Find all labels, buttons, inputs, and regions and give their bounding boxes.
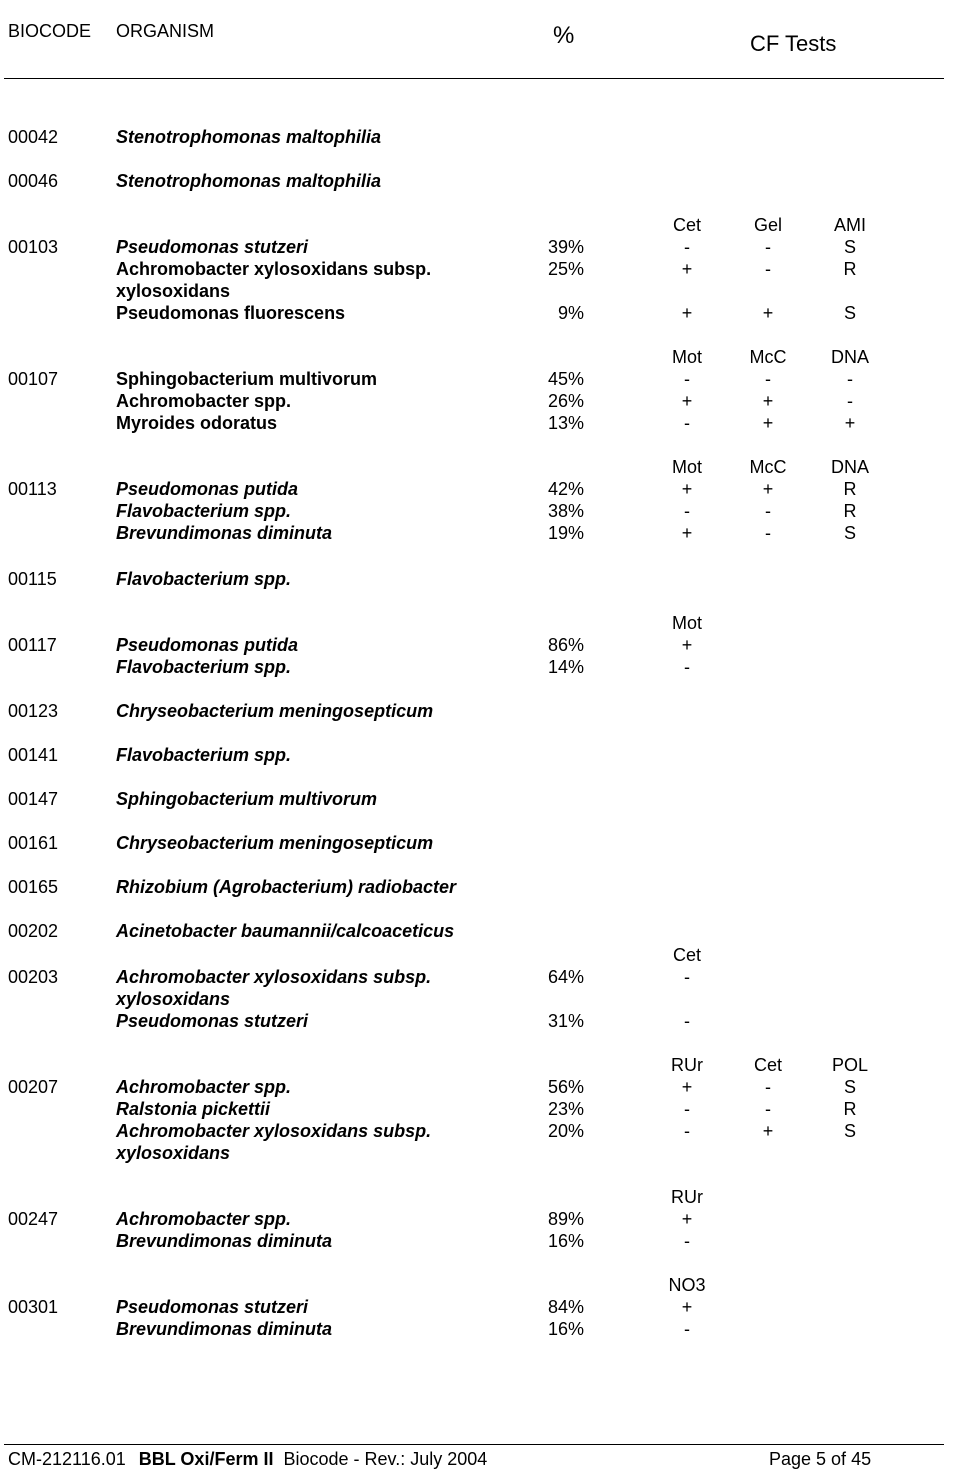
test-result: R: [843, 259, 857, 279]
organism-name: Achromobacter spp.: [116, 1077, 292, 1097]
test-header: NO3: [668, 1275, 706, 1295]
organism-name: Sphingobacterium multivorum: [116, 789, 378, 809]
organism-name: Pseudomonas stutzeri: [116, 1297, 309, 1317]
test-result: -: [765, 1099, 771, 1119]
percent-value: 38%: [547, 501, 584, 521]
percent-column-header: %: [553, 22, 575, 49]
test-header: RUr: [671, 1055, 703, 1075]
organism-name: Flavobacterium spp.: [116, 501, 292, 521]
header-rule: [4, 78, 944, 79]
test-result: -: [684, 1121, 690, 1141]
organism-name: Rhizobium (Agrobacterium) radiobacter: [116, 877, 457, 897]
test-result: +: [762, 1121, 774, 1141]
test-result: S: [843, 1077, 856, 1097]
organism-name: Achromobacter xylosoxidans subsp.: [116, 1121, 432, 1141]
test-result: -: [765, 523, 771, 543]
biocode-value: 00107: [8, 369, 59, 389]
organism-name: Chryseobacterium meningosepticum: [116, 833, 434, 853]
test-header: Gel: [753, 215, 782, 235]
test-result: +: [762, 303, 774, 323]
organism-name: Myroides odoratus: [116, 413, 278, 433]
percent-value: 23%: [547, 1099, 584, 1119]
biocode-value: 00301: [8, 1297, 59, 1317]
test-result: -: [765, 1077, 771, 1097]
test-result: S: [843, 1121, 856, 1141]
percent-value: 14%: [547, 657, 584, 677]
test-result: +: [762, 479, 774, 499]
footer-page-number: Page 5 of 45: [769, 1449, 872, 1469]
organism-name: Brevundimonas diminuta: [116, 523, 333, 543]
test-header: Mot: [671, 613, 702, 633]
percent-value: 84%: [547, 1297, 584, 1317]
organism-name: Flavobacterium spp.: [116, 569, 292, 589]
percent-value: 42%: [547, 479, 584, 499]
percent-value: 56%: [547, 1077, 584, 1097]
footer-doc-info: [8, 1448, 487, 1470]
test-header: McC: [749, 457, 787, 477]
test-result: -: [684, 1099, 690, 1119]
test-result: +: [681, 391, 693, 411]
test-result: +: [762, 391, 774, 411]
test-result: S: [843, 303, 856, 323]
biocode-value: 00103: [8, 237, 59, 257]
biocode-value: 00042: [8, 127, 59, 147]
percent-value: 64%: [547, 967, 584, 987]
footer-rule: [4, 1444, 944, 1445]
test-result: -: [847, 369, 853, 389]
test-header: Cet: [672, 215, 701, 235]
test-result: -: [765, 259, 771, 279]
organism-column-header: ORGANISM: [116, 21, 215, 41]
organism-name: Acinetobacter baumannii/calcoaceticus: [116, 921, 455, 941]
biocode-value: 00207: [8, 1077, 59, 1097]
test-result: -: [684, 369, 690, 389]
test-result: S: [843, 237, 856, 257]
footer-doc-subtitle: Biocode - Rev.: July 2004: [283, 1449, 488, 1469]
test-header: DNA: [830, 457, 869, 477]
test-result: +: [681, 1297, 693, 1317]
test-header: Mot: [671, 347, 702, 367]
percent-value: 86%: [547, 635, 584, 655]
organism-name: Pseudomonas putida: [116, 479, 299, 499]
organism-name: Brevundimonas diminuta: [116, 1231, 333, 1251]
test-result: -: [684, 501, 690, 521]
test-result: -: [765, 501, 771, 521]
percent-value: 20%: [547, 1121, 584, 1141]
test-result: -: [684, 1319, 690, 1339]
organism-name: Pseudomonas stutzeri: [116, 1011, 309, 1031]
biocode-value: 00165: [8, 877, 59, 897]
test-result: R: [843, 479, 857, 499]
organism-name: Achromobacter spp.: [116, 1209, 292, 1229]
biocode-value: 00147: [8, 789, 59, 809]
percent-value: 9%: [557, 303, 584, 323]
footer-doc-number: CM-212116.01: [8, 1449, 126, 1469]
organism-name-continued: xylosoxidans: [116, 989, 231, 1009]
test-result: -: [684, 1231, 690, 1251]
test-header: RUr: [671, 1187, 703, 1207]
organism-name: Pseudomonas putida: [116, 635, 299, 655]
test-result: +: [681, 1209, 693, 1229]
biocode-value: 00123: [8, 701, 59, 721]
biocode-value: 00115: [8, 569, 57, 589]
test-result: -: [684, 237, 690, 257]
test-header: Cet: [672, 945, 701, 965]
percent-value: 89%: [547, 1209, 584, 1229]
percent-value: 13%: [547, 413, 584, 433]
test-result: -: [684, 967, 690, 987]
percent-value: 26%: [547, 391, 584, 411]
test-result: +: [681, 259, 693, 279]
test-result: +: [681, 1077, 693, 1097]
test-header: DNA: [830, 347, 869, 367]
test-result: +: [762, 413, 774, 433]
organism-name: Stenotrophomonas maltophilia: [116, 171, 382, 191]
biocode-value: 00141: [8, 745, 59, 765]
percent-value: 25%: [547, 259, 584, 279]
test-header: AMI: [833, 215, 866, 235]
test-result: +: [681, 479, 693, 499]
test-result: +: [681, 523, 693, 543]
test-result: -: [684, 413, 690, 433]
biocode-value: 00046: [8, 171, 59, 191]
biocode-value: 00117: [8, 635, 57, 655]
test-result: S: [843, 523, 856, 543]
biocode-value: 00161: [8, 833, 59, 853]
test-result: -: [684, 1011, 690, 1031]
percent-value: 16%: [547, 1231, 584, 1251]
test-result: -: [684, 657, 690, 677]
test-result: R: [843, 1099, 857, 1119]
biocode-value: 00113: [8, 479, 57, 499]
organism-name: Stenotrophomonas maltophilia: [116, 127, 382, 147]
organism-name: Achromobacter xylosoxidans subsp.: [116, 967, 432, 987]
organism-name: Brevundimonas diminuta: [116, 1319, 333, 1339]
percent-value: 39%: [547, 237, 584, 257]
test-result: +: [681, 303, 693, 323]
organism-name-continued: xylosoxidans: [116, 1143, 231, 1163]
percent-value: 31%: [547, 1011, 584, 1031]
organism-name: Chryseobacterium meningosepticum: [116, 701, 434, 721]
cf-tests-column-header: CF Tests: [750, 31, 837, 56]
test-header: Cet: [753, 1055, 782, 1075]
percent-value: 45%: [547, 369, 584, 389]
percent-value: 19%: [547, 523, 584, 543]
test-result: -: [847, 391, 853, 411]
biocode-value: 00202: [8, 921, 59, 941]
organism-name: Flavobacterium spp.: [116, 657, 292, 677]
organism-name: Pseudomonas stutzeri: [116, 237, 309, 257]
test-header: McC: [749, 347, 787, 367]
test-result: +: [844, 413, 856, 433]
test-result: R: [843, 501, 857, 521]
test-result: -: [765, 369, 771, 389]
organism-name: Ralstonia pickettii: [116, 1099, 271, 1119]
organism-name: Sphingobacterium multivorum: [116, 369, 378, 389]
organism-name: Achromobacter xylosoxidans subsp.: [116, 259, 432, 279]
percent-value: 16%: [547, 1319, 584, 1339]
organism-name: Flavobacterium spp.: [116, 745, 292, 765]
biocode-column-header: BIOCODE: [8, 21, 92, 41]
organism-name-continued: xylosoxidans: [116, 281, 231, 301]
organism-name: Achromobacter spp.: [116, 391, 292, 411]
test-header: POL: [831, 1055, 869, 1075]
test-result: +: [681, 635, 693, 655]
test-header: Mot: [671, 457, 702, 477]
footer-doc-title: BBL Oxi/Ferm II: [138, 1449, 274, 1469]
biocode-value: 00247: [8, 1209, 59, 1229]
page-header: [0, 0, 960, 80]
biocode-value: 00203: [8, 967, 59, 987]
test-result: -: [765, 237, 771, 257]
organism-name: Pseudomonas fluorescens: [116, 303, 346, 323]
